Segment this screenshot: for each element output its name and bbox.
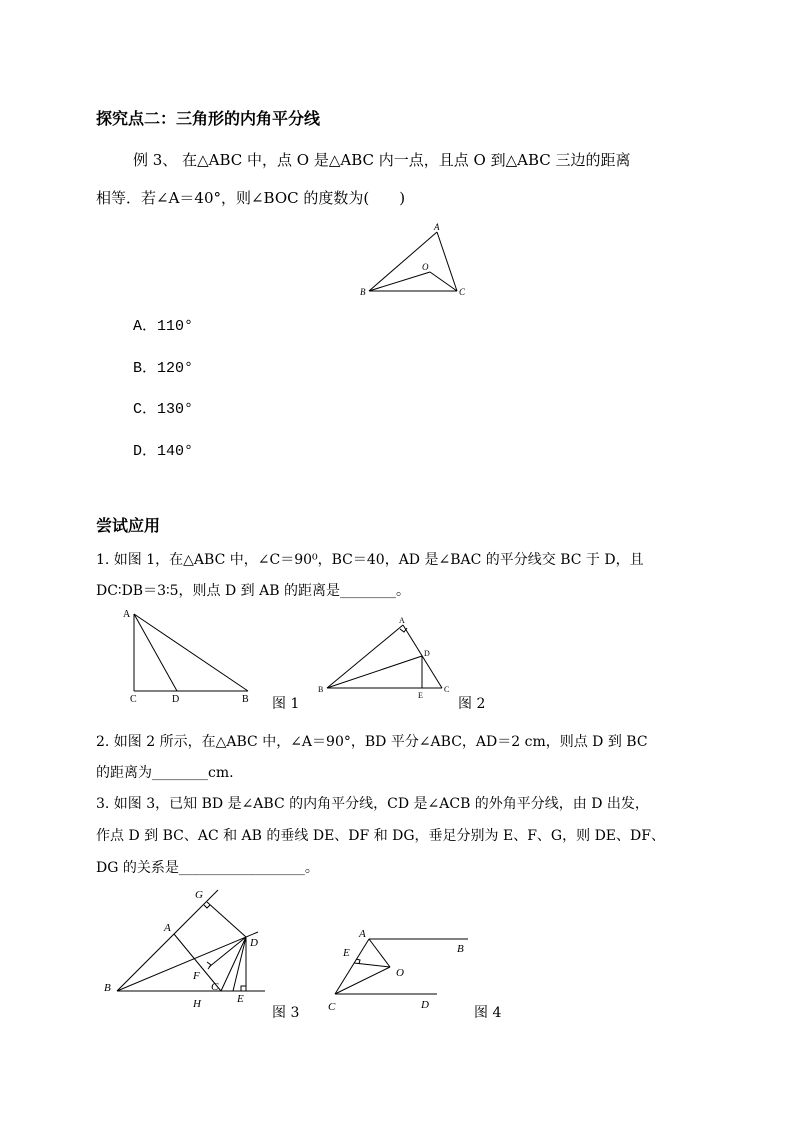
- question-1-line-1: 1. 如图 1，在△ABC 中，∠C＝90⁰，BC＝40，AD 是∠BAC 的平分线交 BC 于 D，且: [96, 552, 644, 568]
- fig4-label-e: E: [343, 947, 350, 959]
- figure-1-caption: 图 1: [272, 696, 300, 712]
- figure-3: [100, 880, 275, 1015]
- fig3-label-b: B: [104, 982, 111, 994]
- fig1-label-c: C: [130, 694, 137, 705]
- fig1-label-a: A: [123, 609, 131, 620]
- fig1-label-b: B: [242, 694, 249, 705]
- fig4-label-c: C: [328, 1001, 336, 1013]
- figure-4-caption: 图 4: [474, 1005, 502, 1021]
- option-d: D．140°: [133, 443, 194, 460]
- fig3-label-a: A: [164, 922, 171, 934]
- section-heading-explore: 探究点二：三角形的内角平分线: [96, 109, 321, 128]
- fig2-label-a: A: [399, 616, 405, 625]
- fig3-label-d: D: [250, 937, 258, 949]
- label-o: O: [422, 262, 429, 272]
- label-a: A: [434, 222, 440, 232]
- fig4-label-b: B: [457, 943, 464, 955]
- fig4-label-o: O: [396, 967, 404, 979]
- fig3-label-c: C: [211, 981, 219, 993]
- question-3-line-1: 3. 如图 3，已知 BD 是∠ABC 的内角平分线，CD 是∠ACB 的外角平分线，由 D 出发，: [96, 796, 649, 812]
- fig3-label-e: E: [237, 993, 244, 1005]
- fig1-label-d: D: [172, 694, 180, 705]
- question-1-line-2: DC∶DB＝3∶5，则点 D 到 AB 的距离是________。: [96, 583, 410, 599]
- option-c: C．130°: [133, 401, 194, 418]
- fig2-label-c: C: [444, 685, 450, 694]
- fig3-label-h: H: [193, 998, 201, 1010]
- figure-3-caption: 图 3: [272, 1005, 300, 1021]
- question-2-line-2: 的距离为________cm.: [96, 765, 234, 781]
- fig3-label-f: F: [193, 970, 200, 982]
- fig2-label-e: E: [418, 691, 423, 700]
- section-heading-practice: 尝试应用: [96, 516, 161, 535]
- fig2-label-d: D: [424, 649, 430, 658]
- question-2-line-1: 2. 如图 2 所示，在△ABC 中，∠A＝90°，BD 平分∠ABC，AD＝2 cm，则点 D 到 BC: [96, 734, 648, 750]
- label-c: C: [459, 287, 466, 297]
- option-a: A．110°: [133, 318, 194, 335]
- figure-2-caption: 图 2: [458, 696, 486, 712]
- question-3-line-2: 作点 D 到 BC、AC 和 AB 的垂线 DE、DF 和 DG，垂足分别为 E、F、G，则 DE、DF、: [96, 828, 665, 844]
- figure-4: [325, 920, 475, 1015]
- figure-2: [315, 612, 460, 698]
- example-3-line-2: 相等．若∠A＝40°，则∠BOC 的度数为( ): [96, 189, 406, 207]
- fig4-label-d: D: [421, 999, 429, 1011]
- question-3-line-3: DG 的关系是__________________。: [96, 860, 319, 876]
- label-b: B: [360, 287, 366, 297]
- triangle-abc-figure: [355, 220, 475, 302]
- fig4-label-a: A: [359, 928, 366, 940]
- figure-1: [120, 605, 260, 705]
- example-3-line-1: 例 3、 在△ABC 中，点 O 是△ABC 内一点，且点 O 到△ABC 三边的距离: [133, 151, 631, 169]
- option-b: B．120°: [133, 360, 194, 377]
- fig3-label-g: G: [195, 889, 203, 901]
- fig2-label-b: B: [318, 685, 324, 694]
